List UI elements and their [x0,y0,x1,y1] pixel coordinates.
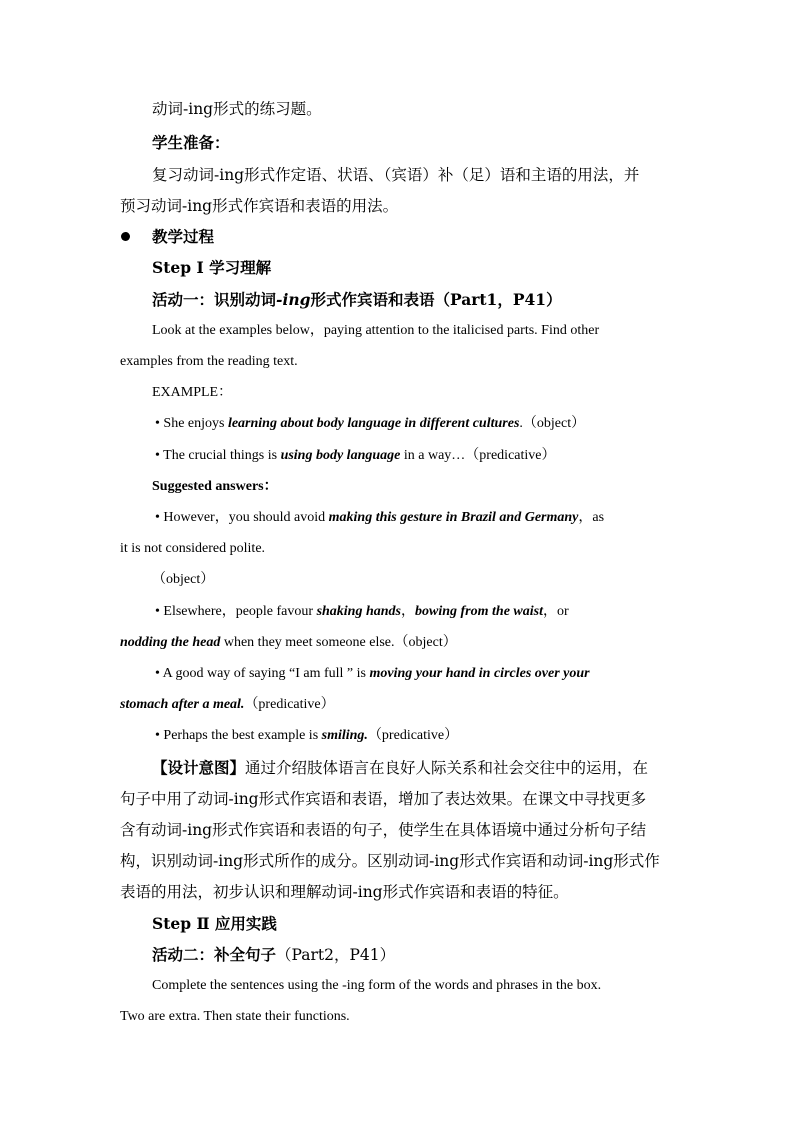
step-1-heading: Step Ⅰ 学习理解 [152,258,272,277]
activity-1-heading [152,290,562,310]
instruction-1-line-1: Look at the examples below，paying attention to the italicised parts. Find other [152,323,600,338]
answer-3-emphasis: moving your hand in circles over your [369,666,590,681]
answer-2-emphasis-3: nodding the head [120,635,221,650]
answer-1-function: （object） [152,572,215,587]
instruction-2-line-2: Two are extra. Then state their functions. [120,1009,350,1024]
example-2-pre: • The crucial things is [155,448,281,463]
activity-1-rest: 形式作宾语和表语（Part1，P41） [310,290,562,309]
step-2-heading: Step Ⅱ 应用实践 [152,914,277,933]
design-intent-line-2: 句子中用了动词-ing形式作宾语和表语，增加了表达效果。在课文中寻找更多 [120,790,647,808]
design-intent-text-1: 通过介绍肢体语言在良好人际关系和社会交往中的运用，在 [245,759,649,777]
answer-3-function: （predicative） [244,697,335,712]
answer-1-post: ，as [578,510,605,525]
answer-2-sep: ， [401,604,415,619]
answer-1-pre: • However，you should avoid [155,510,329,525]
design-intent-line-1 [152,758,648,778]
answer-2-post: ，or [542,604,569,619]
answer-2-line-2 [120,633,457,653]
answer-4 [155,726,458,746]
answer-2-pre: • Elsewhere，people favour [155,604,317,619]
example-1 [155,414,585,434]
example-2-emphasis: using body language [280,448,401,463]
example-2-post: in a way…（predicative） [400,448,556,463]
example-1-post: .（object） [519,416,586,431]
answer-4-pre: • Perhaps the best example is [155,728,322,743]
answer-1-emphasis: making this gesture in Brazil and Germany [328,510,579,525]
answer-4-emphasis: smiling. [321,728,368,743]
design-intent-label: 【设计意图】 [152,758,246,777]
activity-2-label: 活动二：补全句子 [152,945,277,964]
answer-2-emphasis-1: shaking hands [316,604,401,619]
answer-3-line-2 [120,695,335,715]
example-1-pre: • She enjoys [155,416,228,431]
answer-4-function: （predicative） [367,728,459,743]
activity-1-ing: -ing [276,290,311,309]
example-2 [155,446,556,466]
prep-text-line-2: 预习动词-ing形式作宾语和表语的用法。 [120,197,399,215]
instruction-2-line-1: Complete the sentences using the -ing form of the words and phrases in the box. [152,978,602,993]
answer-3-emphasis-2: stomach after a meal. [120,697,245,712]
answer-1-line-1 [155,508,604,528]
instruction-1-line-2: examples from the reading text. [120,354,298,369]
student-prep-heading: 学生准备： [152,133,230,152]
answer-2-line-2-post: when they meet someone else.（object） [220,635,457,650]
activity-2-ref: （Part2，P41） [276,946,396,964]
intro-line: 动词-ing形式的练习题。 [152,100,322,118]
process-heading: 教学过程 [152,227,215,246]
activity-1-label: 活动一：识别动词 [152,290,277,309]
answer-3-line-1 [155,664,590,684]
design-intent-line-5: 表语的用法，初步认识和理解动词-ing形式作宾语和表语的特征。 [120,883,569,901]
answer-1-line-2: it is not considered polite. [120,541,266,556]
example-1-emphasis: learning about body language in different cultures [227,416,520,431]
prep-text-line-1: 复习动词-ing形式作定语、状语、（宾语）补（足）语和主语的用法，并 [152,166,640,184]
design-intent-line-3: 含有动词-ing形式作宾语和表语的句子，使学生在具体语境中通过分析句子结 [120,821,647,839]
answer-2-emphasis-2: bowing from the waist [415,604,543,619]
activity-2-heading [152,945,395,965]
example-label: EXAMPLE： [152,385,233,400]
bullet-icon [121,232,130,241]
suggested-answers-label: Suggested answers： [152,479,278,494]
design-intent-line-4: 构，识别动词-ing形式所作的成分。区别动词-ing形式作宾语和动词-ing形式作 [120,852,660,870]
answer-2-line-1 [155,602,569,622]
answer-3-pre: • A good way of saying “I am full ” is [155,666,370,681]
